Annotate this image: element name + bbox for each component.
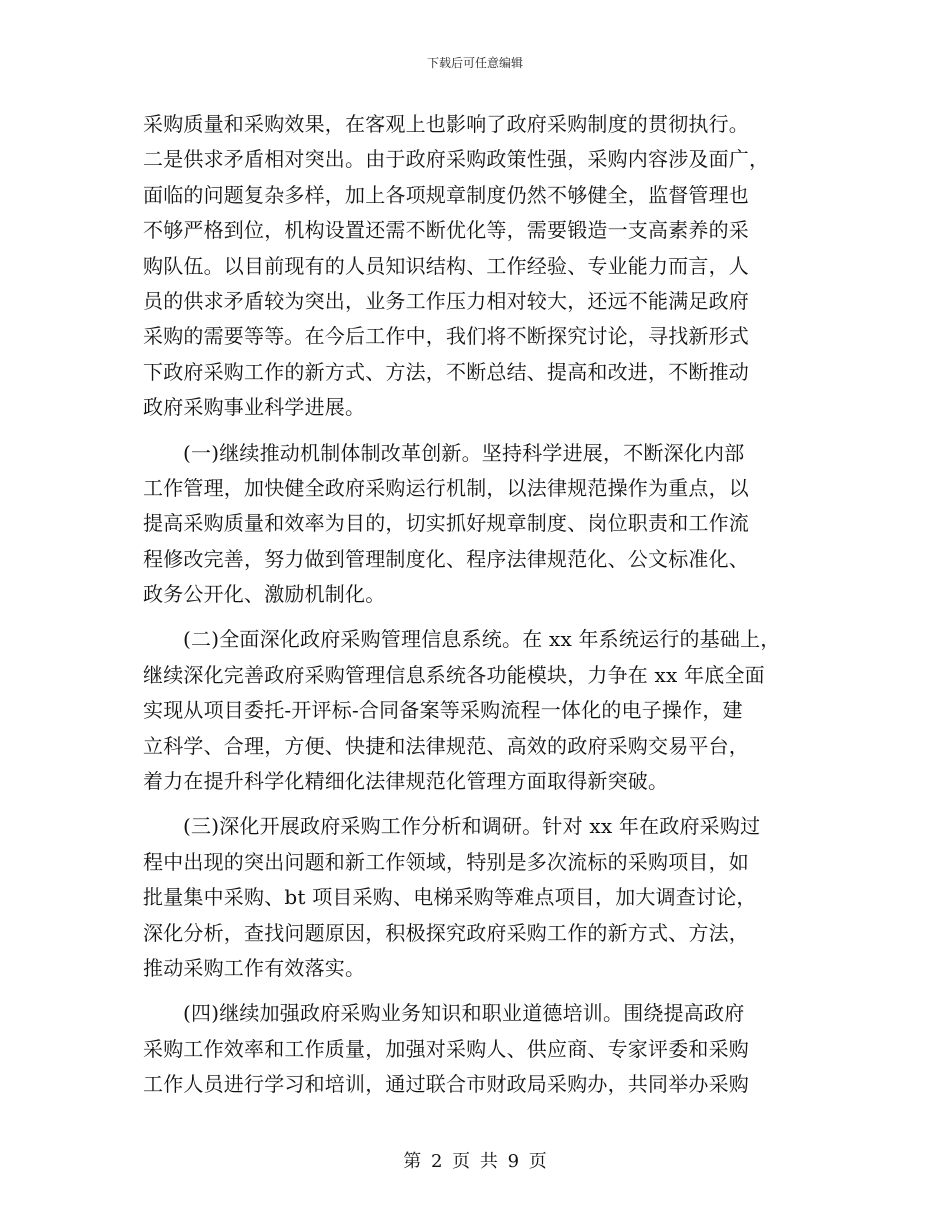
text-line: (二)全面深化政府采购管理信息系统。在 xx 年系统运行的基础上，	[183, 627, 781, 652]
text-line: 采购工作效率和工作质量，加强对采购人、供应商、专家评委和采购	[143, 1036, 749, 1061]
text-line: 政务公开化、激励机制化。	[143, 582, 386, 607]
text-line: 采购质量和采购效果，在客观上也影响了政府采购制度的贯彻执行。	[143, 112, 749, 136]
text-line: 政府采购事业科学进展。	[143, 395, 366, 420]
text-line: 工作人员进行学习和培训，通过联合市财政局采购办，共同举办采购	[143, 1072, 749, 1097]
text-line: 继续深化完善政府采购管理信息系统各功能模块，力争在 xx 年底全面	[143, 662, 765, 687]
page-number: 第 2 页 共 9 页	[403, 1151, 547, 1172]
page-header: 下载后可任意编辑	[426, 56, 523, 70]
paragraph	[143, 436, 823, 613]
paragraph	[143, 809, 823, 986]
paragraph	[143, 622, 823, 799]
text-line: 采购的需要等等。在今后工作中，我们将不断探究讨论，寻找新形式	[143, 324, 749, 349]
text-line: 批量集中采购、bt 项目采购、电梯采购等难点项目，加大调查讨论，	[143, 885, 757, 910]
text-line: 实现从项目委托-开评标-合同备案等采购流程一体化的电子操作，建	[143, 698, 743, 723]
text-line: 下政府采购工作的新方式、方法，不断总结、提高和改进，不断推动	[143, 359, 749, 384]
paragraph	[143, 107, 823, 426]
document-body	[143, 107, 823, 1103]
text-line: 购队伍。以目前现有的人员知识结构、工作经验、专业能力而言，人	[143, 253, 749, 278]
text-line: 工作管理，加快健全政府采购运行机制，以法律规范操作为重点，以	[143, 475, 749, 500]
paragraph	[143, 996, 823, 1102]
text-line: 不够严格到位，机构设置还需不断优化等，需要锻造一支高素养的采	[143, 218, 749, 243]
text-line: 着力在提升科学化精细化法律规范化管理方面取得新突破。	[143, 769, 669, 794]
text-line: 二是供求矛盾相对突出。由于政府采购政策性强，采购内容涉及面广，	[143, 147, 770, 172]
text-line: 深化分析，查找问题原因，积极探究政府采购工作的新方式、方法，	[143, 920, 749, 945]
text-line: (三)深化开展政府采购工作分析和调研。针对 xx 年在政府采购过	[183, 814, 761, 839]
text-line: (一)继续推动机制体制改革创新。坚持科学进展，不断深化内部	[183, 440, 745, 465]
text-line: 提高采购质量和效率为目的，切实抓好规章制度、岗位职责和工作流	[143, 511, 749, 536]
text-line: 程修改完善，努力做到管理制度化、程序法律规范化、公文标准化、	[143, 546, 749, 571]
text-line: 员的供求矛盾较为突出，业务工作压力相对较大，还远不能满足政府	[143, 288, 749, 313]
text-line: (四)继续加强政府采购业务知识和职业道德培训。围绕提高政府	[183, 1001, 745, 1026]
text-line: 程中出现的突出问题和新工作领域，特别是多次流标的采购项目，如	[143, 849, 749, 874]
text-line: 推动采购工作有效落实。	[143, 955, 366, 980]
text-line: 立科学、合理，方便、快捷和法律规范、高效的政府采购交易平台，	[143, 733, 749, 758]
text-line: 面临的问题复杂多样，加上各项规章制度仍然不够健全，监督管理也	[143, 182, 749, 207]
